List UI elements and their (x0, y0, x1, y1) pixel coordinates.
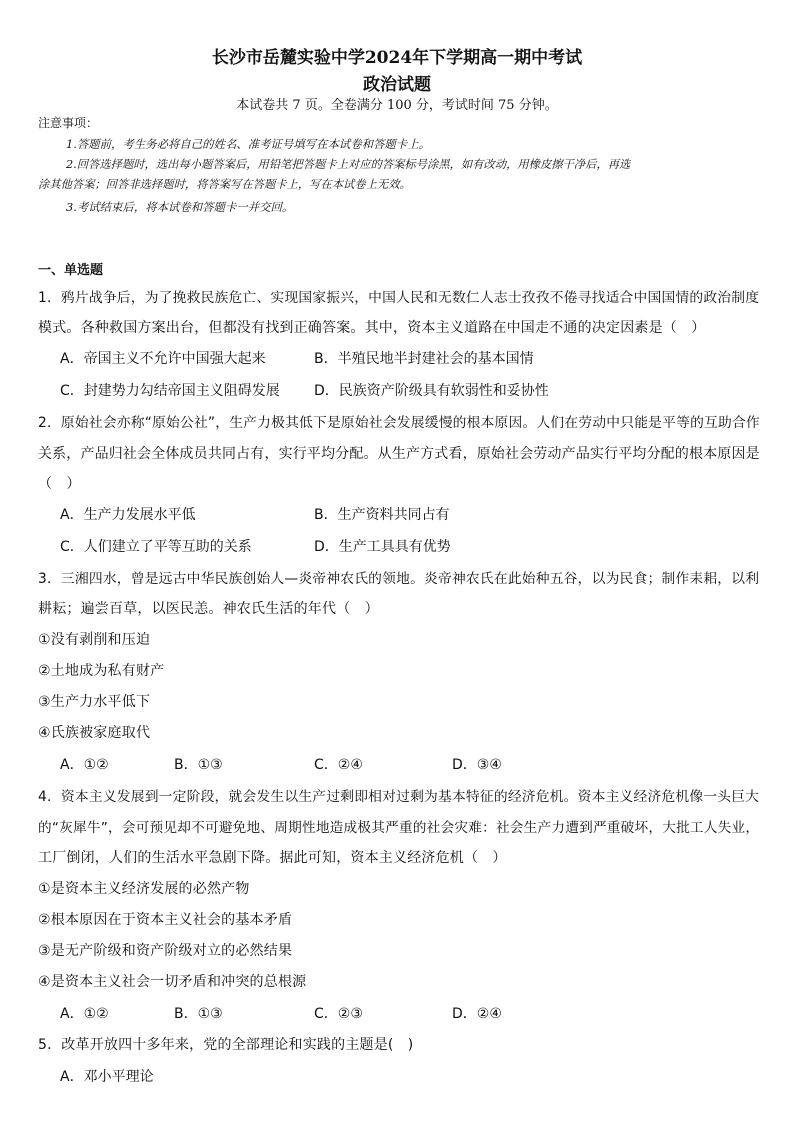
q4-option-c: C．②③ (314, 1006, 363, 1022)
notice-heading: 注意事项： (38, 116, 99, 130)
q1-option-b: B．半殖民地半封建社会的基本国情 (314, 351, 534, 367)
q4-line-1: 4．资本主义发展到一定阶段，就会发生以生产过剩即相对过剩为基本特征的经济危机。资本主义经济危机像一头巨大 (38, 789, 760, 805)
q4-item-3: ③是无产阶级和资产阶级对立的必然结果 (38, 943, 293, 959)
q4-line-2: 的“灰犀牛”，会可预见却不可避免地、周期性地造成极其严重的社会灾难：社会生产力遭到严重破坏，大批工人失业， (38, 820, 760, 836)
notice-item-2-line1: 2.回答选择题时，选出每小题答案后，用铅笔把答题卡上对应的答案标号涂黑，如有改动，用橡皮擦干净后，再选 (66, 158, 631, 171)
q4-option-a: A．①② (60, 1006, 109, 1022)
q4-item-4: ④是资本主义社会一切矛盾和冲突的总根源 (38, 974, 307, 990)
q2-line-3: （ ） (38, 476, 81, 492)
q2-option-d: D．生产工具具有优势 (314, 539, 451, 555)
q3-item-3: ③生产力水平低下 (38, 694, 151, 710)
q2-option-c: C．人们建立了平等互助的关系 (60, 539, 252, 555)
q3-item-4: ④氏族被家庭取代 (38, 725, 151, 741)
exam-info: 本试卷共 7 页。全卷满分 100 分，考试时间 75 分钟。 (236, 98, 558, 113)
q1-line-2: 模式。各种救国方案出台，但都没有找到正确答案。其中，资本主义道路在中国走不通的决定因素是（ ） (38, 320, 706, 336)
q2-line-1: 2．原始社会亦称“原始公社”，生产力极其低下是原始社会发展缓慢的根本原因。人们在劳动中只能是平等的互助合作 (38, 415, 760, 431)
q1-option-c: C．封建势力勾结帝国主义阻碍发展 (60, 383, 280, 399)
notice-item-2-line2: 涂其他答案；回答非选择题时，将答案写在答题卡上，写在本试卷上无效。 (38, 178, 411, 191)
q1-option-a: A．帝国主义不允许中国强大起来 (60, 351, 266, 367)
q3-option-b: B．①③ (174, 757, 223, 773)
q3-option-d: D．③④ (452, 757, 502, 773)
q1-line-1: 1．鸦片战争后，为了挽救民族危亡、实现国家振兴，中国人民和无数仁人志士孜孜不倦寻找适合中国国情的政治制度 (38, 290, 760, 306)
q3-item-1: ①没有剥削和压迫 (38, 632, 151, 648)
q2-line-2: 关系，产品归社会全体成员共同占有，实行平均分配。从生产方式看，原始社会劳动产品实行平均分配的根本原因是 (38, 446, 760, 462)
q4-option-b: B．①③ (174, 1006, 223, 1022)
exam-title: 长沙市岳麓实验中学2024年下学期高一期中考试 (211, 48, 583, 68)
exam-subject: 政治试题 (363, 75, 431, 95)
q3-option-c: C．②④ (314, 757, 363, 773)
q1-option-d: D．民族资产阶级具有软弱性和妥协性 (314, 383, 549, 399)
q4-option-d: D．②④ (452, 1006, 502, 1022)
q3-line-1: 3．三湘四水，曾是远古中华民族创始人—炎帝神农氏的领地。炎帝神农氏在此始种五谷，以为民食；制作耒耜，以利 (38, 571, 760, 587)
section-title: 一、单选题 (38, 263, 104, 278)
q2-option-a: A．生产力发展水平低 (60, 507, 196, 523)
q4-item-1: ①是资本主义经济发展的必然产物 (38, 881, 250, 897)
q5-line-1: 5．改革开放四十多年来，党的全部理论和实践的主题是( ) (38, 1037, 414, 1053)
q4-item-2: ②根本原因在于资本主义社会的基本矛盾 (38, 912, 293, 928)
notice-item-1: 1.答题前，考生务必将自己的姓名、准考证号填写在本试卷和答题卡上。 (66, 137, 430, 151)
q5-option-a: A．邓小平理论 (60, 1069, 154, 1085)
notice-item-2 (38, 155, 766, 195)
q2-option-b: B．生产资料共同占有 (314, 507, 450, 523)
q3-line-2: 耕耘；遍尝百草，以医民恙。神农氏生活的年代（ ） (38, 601, 379, 617)
q3-item-2: ②土地成为私有财产 (38, 663, 165, 679)
q4-line-3: 工厂倒闭，人们的生活水平急剧下降。据此可知，资本主义经济危机（ ） (38, 850, 507, 866)
notice-item-3: 3.考试结束后，将本试卷和答题卡一并交回。 (66, 200, 294, 214)
q3-option-a: A．①② (60, 757, 109, 773)
